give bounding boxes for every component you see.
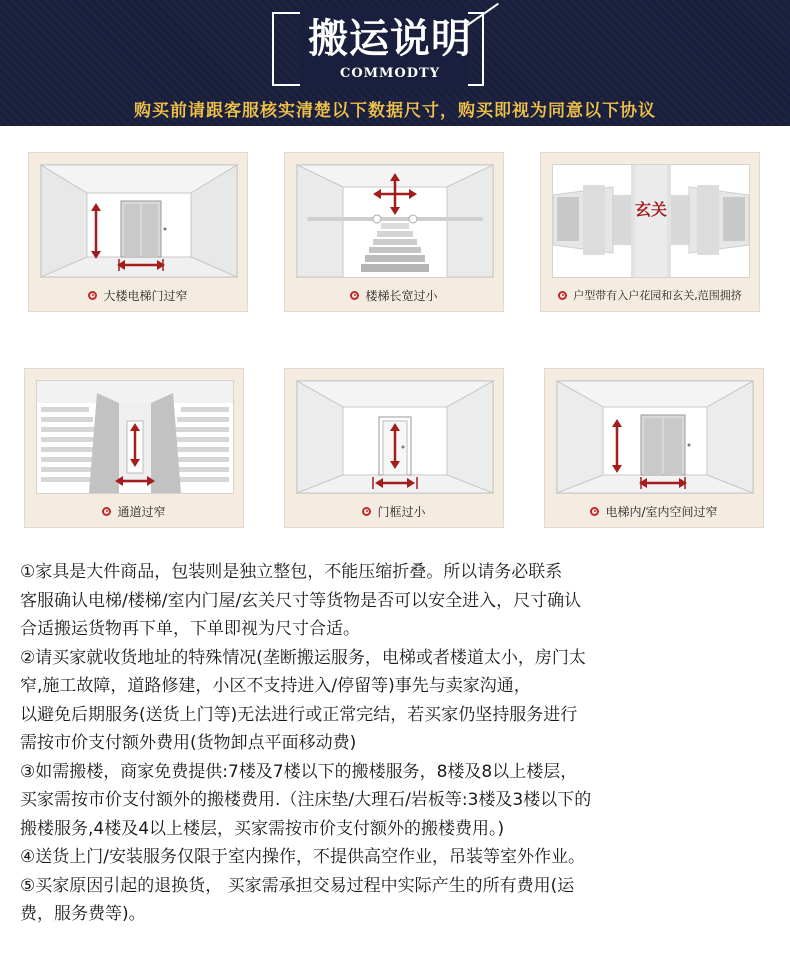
elevator-door-illustration bbox=[40, 164, 238, 278]
terms-text bbox=[20, 558, 780, 929]
card-caption: 户型带有入户花园和玄关,范围拥挤 bbox=[541, 284, 759, 306]
card-elevator-interior bbox=[544, 368, 764, 528]
corridor-illustration bbox=[36, 380, 234, 494]
card-stairs bbox=[284, 152, 504, 312]
bullet-icon bbox=[590, 507, 599, 516]
terms-line: ②请买家就收货地址的特殊情况(垄断搬运服务，电梯或者楼道太小，房门太 bbox=[20, 647, 586, 668]
foyer-label: 玄关 bbox=[634, 200, 668, 219]
terms-line: ①家具是大件商品，包装则是独立整包，不能压缩折叠。所以请务必联系 bbox=[20, 562, 563, 582]
card-door-frame bbox=[284, 368, 504, 528]
terms-line: 搬楼服务,4楼及4以上楼层，买家需按市价支付额外的搬楼费用。) bbox=[20, 818, 505, 839]
terms-line: 合适搬运货物再下单，下单即视为尺寸合适。 bbox=[20, 619, 360, 639]
terms-line: 买家需按市价支付额外的搬楼费用.（注床垫/大理石/岩板等:3楼及3楼以下的 bbox=[20, 790, 592, 810]
page-title: 搬运说明 bbox=[308, 15, 472, 62]
terms-line: 以避免后期服务(送货上门等)无法进行或正常完结，若买家仍坚持服务进行 bbox=[20, 704, 578, 725]
bullet-icon bbox=[350, 291, 359, 300]
terms-line: ③如需搬楼，商家免费提供:7楼及7楼以下的搬楼服务，8楼及8以上楼层， bbox=[20, 761, 578, 782]
card-corridor bbox=[24, 368, 244, 528]
card-elevator-door bbox=[28, 152, 248, 312]
terms-line: ④送货上门/安装服务仅限于室内操作，不提供高空作业，吊装等室外作业。 bbox=[20, 847, 585, 867]
bullet-icon bbox=[558, 291, 567, 300]
terms-line: 需按市价支付额外费用(货物卸点平面移动费) bbox=[20, 733, 357, 753]
bullet-icon bbox=[102, 507, 111, 516]
bullet-icon bbox=[362, 507, 371, 516]
purchase-notice: 购买前请跟客服核实清楚以下数据尺寸，购买即视为同意以下协议 bbox=[134, 101, 656, 121]
card-caption: 大楼电梯门过窄 bbox=[29, 284, 247, 306]
header-banner bbox=[0, 0, 790, 126]
card-caption: 楼梯长宽过小 bbox=[285, 284, 503, 306]
terms-line: 窄,施工故障，道路修建，小区不支持进入/停留等)事先与卖家沟通， bbox=[20, 676, 531, 696]
terms-line: ⑤买家原因引起的退换货， 买家需承担交易过程中实际产生的所有费用(运 bbox=[20, 875, 575, 896]
stairs-illustration bbox=[296, 164, 494, 278]
terms-line: 费，服务费等)。 bbox=[20, 904, 146, 924]
elevator-interior-illustration bbox=[556, 380, 754, 494]
entrance-hall-illustration bbox=[552, 164, 750, 278]
card-caption: 门框过小 bbox=[285, 500, 503, 522]
bullet-icon bbox=[88, 291, 97, 300]
page-subtitle: COMMODTY bbox=[339, 66, 440, 81]
card-caption: 通道过窄 bbox=[25, 500, 243, 522]
card-caption: 电梯内/室内空间过窄 bbox=[545, 500, 763, 522]
terms-line: 客服确认电梯/楼梯/室内门屋/玄关尺寸等货物是否可以安全进入，尺寸确认 bbox=[20, 590, 582, 611]
card-entrance-hall bbox=[540, 152, 760, 312]
door-frame-illustration bbox=[296, 380, 494, 494]
